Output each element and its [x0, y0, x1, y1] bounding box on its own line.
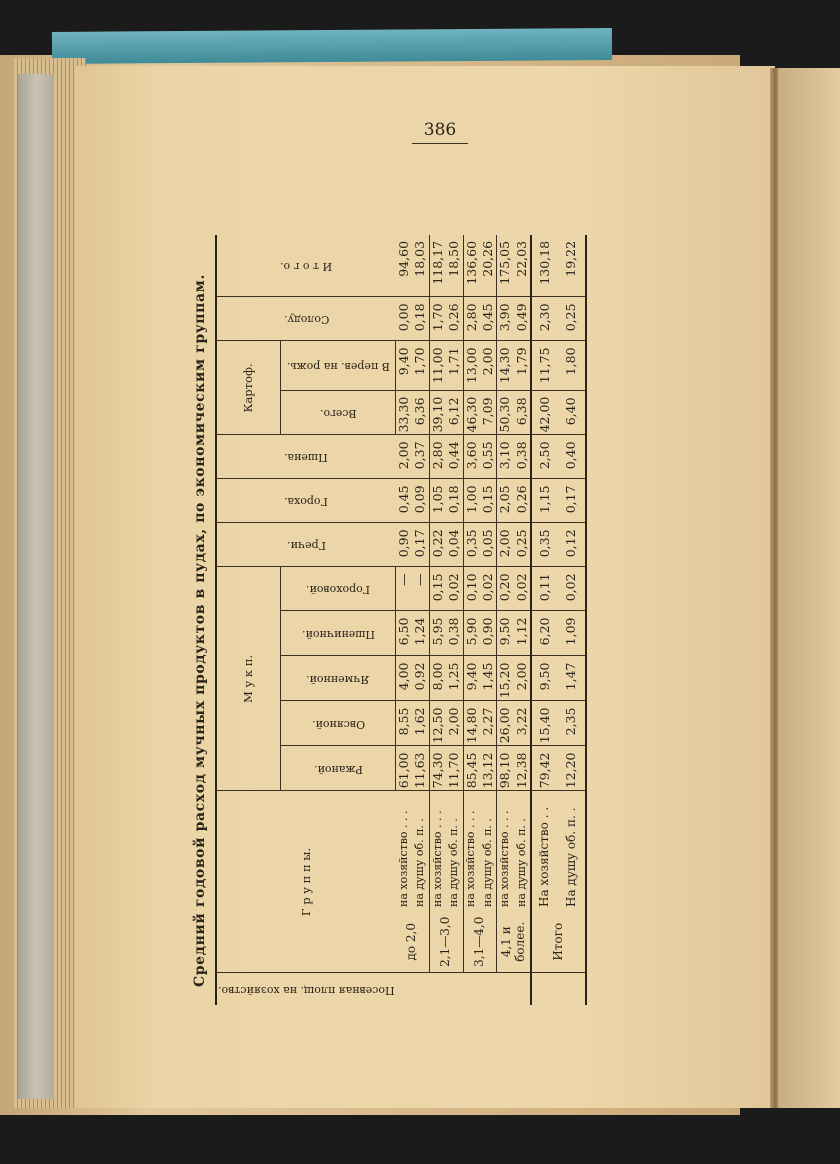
groups-header: Г р у п п ы. — [216, 791, 396, 973]
value-cell: 94,60 — [396, 235, 413, 297]
value-cell: 98,10 — [497, 746, 514, 791]
table-row — [446, 235, 463, 1005]
value-cell: 13,00 — [463, 341, 480, 391]
row-label: на хозяйство . . . — [463, 791, 480, 911]
table-body — [396, 235, 586, 1005]
value-cell: 14,80 — [463, 701, 480, 746]
totals-row-label: На хозяйство . . — [531, 791, 558, 911]
totals-value-cell: 2,50 — [531, 435, 558, 479]
value-cell: 0,18 — [446, 479, 463, 523]
value-cell: 1,79 — [514, 341, 531, 391]
value-cell: 2,00 — [480, 341, 497, 391]
value-cell: 0,90 — [480, 611, 497, 656]
totals-row — [558, 235, 585, 1005]
value-cell: 0,45 — [480, 297, 497, 341]
buckwheat-header: Гречи. — [216, 523, 396, 567]
potato-total-header: Всего. — [281, 391, 396, 435]
consumption-table — [215, 235, 587, 1005]
value-cell: 1,12 — [514, 611, 531, 656]
totals-value-cell: 11,75 — [531, 341, 558, 391]
value-cell: 20,26 — [480, 235, 497, 297]
header-row-top — [216, 235, 281, 1005]
value-cell: 9,40 — [396, 341, 413, 391]
value-cell: 1,05 — [429, 479, 446, 523]
totals-value-cell: 1,09 — [558, 611, 585, 656]
value-cell: 5,90 — [463, 611, 480, 656]
row-label: на душу об. п. . — [480, 818, 494, 907]
value-cell: 1,70 — [412, 341, 429, 391]
book-cover-edge — [52, 28, 612, 64]
group-area-label: 4,1 и более. — [497, 911, 531, 973]
totals-value-cell: 19,22 — [558, 235, 585, 297]
value-cell: 6,36 — [412, 391, 429, 435]
value-cell: 0,05 — [480, 523, 497, 567]
value-cell: 1,45 — [480, 656, 497, 701]
value-cell: 0,17 — [412, 523, 429, 567]
value-cell: 0,90 — [396, 523, 413, 567]
area-header: Посевная площ. на хозяйство. — [218, 983, 395, 997]
value-cell: 9,50 — [497, 611, 514, 656]
value-cell: 2,00 — [446, 701, 463, 746]
table-row — [412, 235, 429, 1005]
value-cell: 0,09 — [412, 479, 429, 523]
peas-grain-header: Гороха. — [216, 479, 396, 523]
group-area-label: 2,1—3,0 — [429, 911, 463, 973]
table-row — [497, 235, 514, 1005]
value-cell: 1,62 — [412, 701, 429, 746]
totals-value-cell: 130,18 — [531, 235, 558, 297]
table-row — [463, 235, 480, 1005]
row-label: на душу об. п. . — [514, 818, 528, 907]
value-cell: 1,70 — [429, 297, 446, 341]
value-cell: 18,03 — [412, 235, 429, 297]
value-cell: 2,80 — [429, 435, 446, 479]
oat-header: Овсяной. — [281, 701, 396, 746]
value-cell: 1,00 — [463, 479, 480, 523]
rotated-content — [185, 235, 705, 1005]
totals-value-cell: 0,35 — [531, 523, 558, 567]
table-caption: Средний годовой расход мучных продуктов в пудах, по экономическим группам. — [192, 274, 208, 987]
value-cell: 6,50 — [396, 611, 413, 656]
value-cell: 33,30 — [396, 391, 413, 435]
value-cell: 0,02 — [514, 567, 531, 611]
totals-value-cell: 15,40 — [531, 701, 558, 746]
value-cell: 85,45 — [463, 746, 480, 791]
totals-value-cell: 79,42 — [531, 746, 558, 791]
value-cell: 1,24 — [412, 611, 429, 656]
value-cell: 2,80 — [463, 297, 480, 341]
table-row — [480, 235, 497, 1005]
value-cell: 0,10 — [463, 567, 480, 611]
value-cell: 1,25 — [446, 656, 463, 701]
value-cell: 74,30 — [429, 746, 446, 791]
value-cell: 0,04 — [446, 523, 463, 567]
totals-label: Итого — [531, 911, 586, 973]
value-cell: 2,00 — [497, 523, 514, 567]
totals-value-cell: 2,35 — [558, 701, 585, 746]
totals-value-cell: 2,30 — [531, 297, 558, 341]
totals-value-cell: 0,11 — [531, 567, 558, 611]
value-cell: 22,03 — [514, 235, 531, 297]
millet-header: Пшена. — [216, 435, 396, 479]
value-cell: 46,30 — [463, 391, 480, 435]
value-cell: 6,12 — [446, 391, 463, 435]
totals-value-cell: 0,02 — [558, 567, 585, 611]
totals-value-cell: 0,40 — [558, 435, 585, 479]
table-row — [396, 235, 413, 1005]
value-cell: 0,20 — [497, 567, 514, 611]
totals-value-cell: 0,25 — [558, 297, 585, 341]
value-cell: — — [412, 567, 429, 611]
page-number: 386 — [423, 120, 457, 140]
value-cell: 0,22 — [429, 523, 446, 567]
value-cell: 6,38 — [514, 391, 531, 435]
totals-value-cell: 1,47 — [558, 656, 585, 701]
malt-header: Солоду. — [216, 297, 396, 341]
value-cell: 7,09 — [480, 391, 497, 435]
totals-value-cell: 0,17 — [558, 479, 585, 523]
value-cell: 3,10 — [497, 435, 514, 479]
totals-spacer-cell — [531, 973, 586, 1005]
value-cell: 0,44 — [446, 435, 463, 479]
row-label: на хозяйство . . . — [396, 810, 410, 907]
group-area-label: до 2,0 — [396, 911, 430, 973]
value-cell: 0,15 — [429, 567, 446, 611]
value-cell: 14,30 — [497, 341, 514, 391]
row-label: на хозяйство . . . — [429, 791, 446, 911]
value-cell: 39,10 — [429, 391, 446, 435]
flour-header: М у к п. — [216, 567, 281, 791]
value-cell: 9,40 — [463, 656, 480, 701]
value-cell: 13,12 — [480, 746, 497, 791]
value-cell: 2,27 — [480, 701, 497, 746]
total-header: И т о г о. — [216, 235, 396, 297]
value-cell: 0,49 — [514, 297, 531, 341]
value-cell: 136,60 — [463, 235, 480, 297]
value-cell: 11,00 — [429, 341, 446, 391]
value-cell: 3,22 — [514, 701, 531, 746]
value-cell: 0,26 — [514, 479, 531, 523]
value-cell: 2,00 — [396, 435, 413, 479]
value-cell: 3,90 — [497, 297, 514, 341]
value-cell: 1,71 — [446, 341, 463, 391]
value-cell: 0,18 — [412, 297, 429, 341]
totals-value-cell: 1,80 — [558, 341, 585, 391]
totals-row-label: На душу об. п. . — [563, 807, 578, 907]
value-cell: 50,30 — [497, 391, 514, 435]
barley-header: Ячменной. — [281, 656, 396, 701]
value-cell: 4,00 — [396, 656, 413, 701]
totals-value-cell: 1,15 — [531, 479, 558, 523]
value-cell: 0,02 — [480, 567, 497, 611]
value-cell: 0,92 — [412, 656, 429, 701]
totals-value-cell: 42,00 — [531, 391, 558, 435]
totals-value-cell: 6,40 — [558, 391, 585, 435]
value-cell: — — [396, 567, 413, 611]
value-cell: 0,55 — [480, 435, 497, 479]
area-spacer-cell — [396, 973, 532, 1005]
value-cell: 0,25 — [514, 523, 531, 567]
value-cell: 0,45 — [396, 479, 413, 523]
value-cell: 0,38 — [514, 435, 531, 479]
value-cell: 0,02 — [446, 567, 463, 611]
group-area-label: 3,1—4,0 — [463, 911, 497, 973]
value-cell: 12,38 — [514, 746, 531, 791]
value-cell: 118,17 — [429, 235, 446, 297]
table-row — [514, 235, 531, 1005]
value-cell: 0,35 — [463, 523, 480, 567]
value-cell: 8,55 — [396, 701, 413, 746]
value-cell: 0,37 — [412, 435, 429, 479]
rye-header: Ржаной. — [281, 746, 396, 791]
row-label: на душу об. п. . — [447, 818, 461, 907]
value-cell: 175,05 — [497, 235, 514, 297]
value-cell: 3,60 — [463, 435, 480, 479]
wheat-header: Пшеничной. — [281, 611, 396, 656]
value-cell: 0,26 — [446, 297, 463, 341]
value-cell: 2,00 — [514, 656, 531, 701]
totals-value-cell: 12,20 — [558, 746, 585, 791]
value-cell: 0,00 — [396, 297, 413, 341]
value-cell: 2,05 — [497, 479, 514, 523]
totals-value-cell: 0,12 — [558, 523, 585, 567]
potato-header: Картоф. — [216, 341, 281, 435]
value-cell: 26,00 — [497, 701, 514, 746]
totals-value-cell: 6,20 — [531, 611, 558, 656]
table-row — [429, 235, 446, 1005]
value-cell: 5,95 — [429, 611, 446, 656]
rotated-table-area — [185, 235, 705, 1005]
spine-strip — [18, 74, 54, 1099]
totals-value-cell: 9,50 — [531, 656, 558, 701]
value-cell: 61,00 — [396, 746, 413, 791]
row-label: на хозяйство . . . — [497, 791, 514, 911]
value-cell: 18,50 — [446, 235, 463, 297]
value-cell: 15,20 — [497, 656, 514, 701]
value-cell: 12,50 — [429, 701, 446, 746]
totals-row — [531, 235, 558, 1005]
value-cell: 0,38 — [446, 611, 463, 656]
value-cell: 8,00 — [429, 656, 446, 701]
value-cell: 0,15 — [480, 479, 497, 523]
value-cell: 11,63 — [412, 746, 429, 791]
value-cell: 11,70 — [446, 746, 463, 791]
row-label: на душу об. п. . — [413, 818, 427, 907]
page-number-rule — [412, 143, 468, 144]
facing-page — [778, 68, 840, 1108]
pea-header: Гороховой. — [281, 567, 396, 611]
potato-converted-header: В перев. на рожь. — [281, 341, 396, 391]
